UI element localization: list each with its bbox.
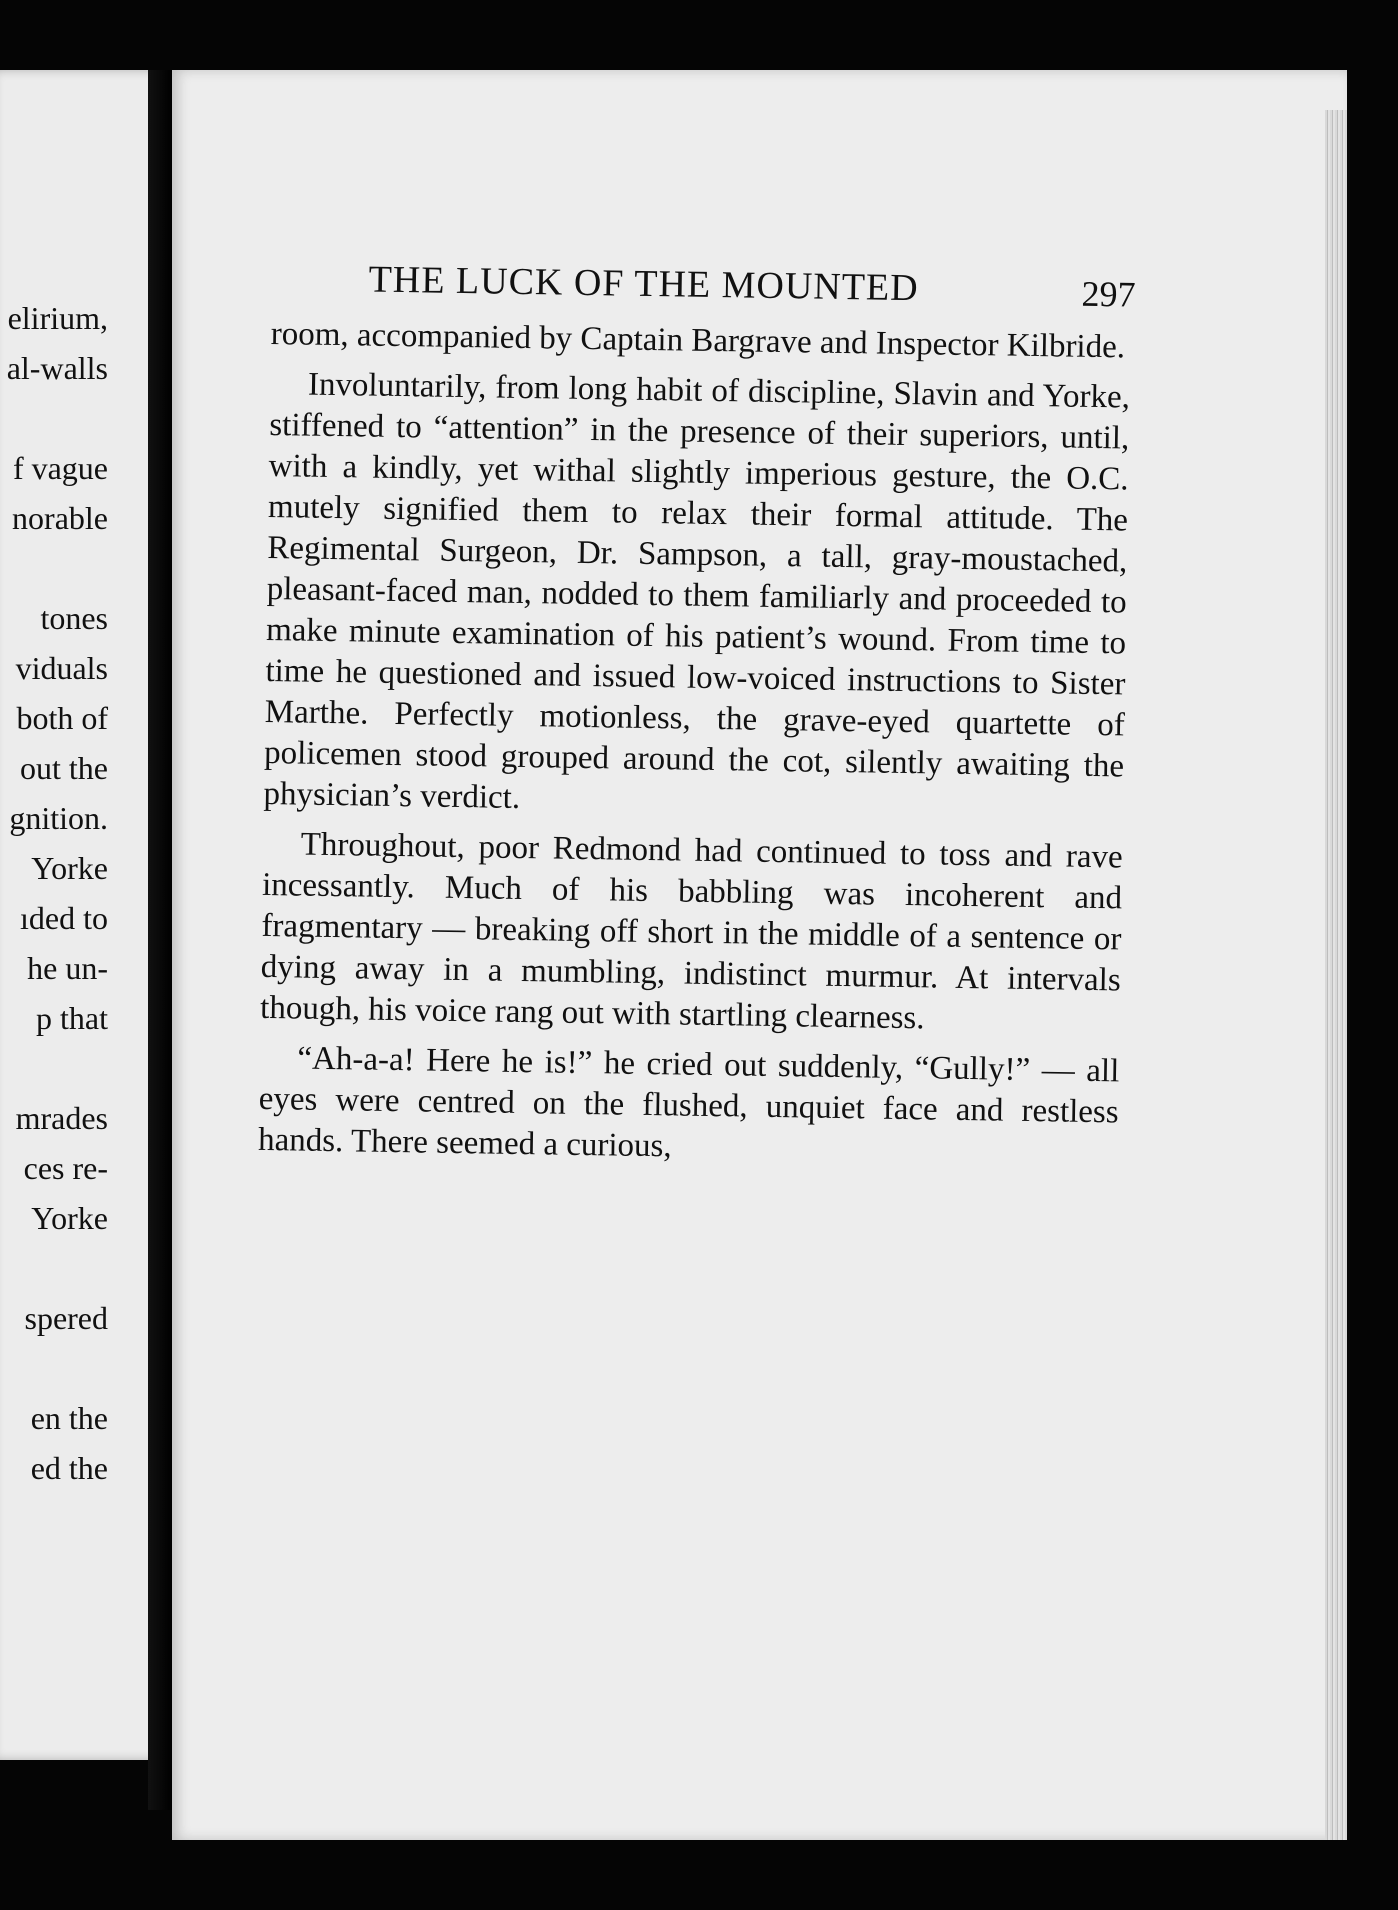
left-page-text-fragment: both of	[16, 700, 108, 736]
left-page-text-fragment: mrades	[15, 1100, 108, 1136]
page-number: 297	[1081, 273, 1136, 315]
left-page-text-fragment: viduals	[15, 650, 108, 686]
paragraph: Involuntarily, from long habit of discipline, Slavin and Yorke, stiffened to “attention” in the presence of their superiors, until, with a kindly, yet withal slightly imperious gesture, the O.C. mutely signified them to relax their formal attitude. The Regimental Surgeon, Dr. Sampson, a tall, gray-moustached, pleasant-faced man, nodded to them familiarly and proceeded to make minute examination of his patient’s wound. From time to time he questioned and issued low-voiced instructions to Sister Marthe. Perfectly motionless, the grave-eyed quartette of policemen stood grouped around the cot, silently awaiting the physician’s verdict.	[263, 366, 1131, 816]
left-page-text-fragment: ed the	[30, 1450, 108, 1486]
paragraph: Throughout, poor Redmond had continued to toss and rave incessantly. Much of his babbling was incoherent and fragmentary — breaking off short in the middle of a sentence or dying away in a mumbling, indistinct murmur. At intervals though, his voice rang out with startling clearness.	[259, 826, 1123, 1037]
running-title: THE LUCK OF THE MOUNTED	[368, 258, 919, 310]
left-page-text-fragment: gnition.	[9, 800, 108, 836]
left-page-text-fragment: Yorke	[31, 1200, 108, 1236]
left-page-text-fragment: norable	[12, 500, 108, 536]
page-content	[257, 256, 1136, 1174]
left-page-text-fragment: elirium,	[7, 300, 108, 336]
left-page-text-fragment: en the	[30, 1400, 108, 1436]
left-page-text-fragment: al-walls	[6, 350, 108, 386]
running-head	[271, 256, 1136, 322]
left-page-text-fragment: spered	[24, 1300, 108, 1336]
paragraph: room, accompanied by Captain Bargrave and Inspector Kilbride.	[270, 315, 1126, 366]
left-page-text-fragment: he un-	[27, 950, 108, 986]
left-page-text-fragment: Yorke	[31, 850, 108, 886]
left-page-text-fragment: ces re-	[23, 1150, 108, 1186]
page-block-edge	[1325, 110, 1347, 1840]
right-page	[172, 70, 1347, 1840]
left-page-text-fragment: f vague	[12, 450, 108, 486]
paragraph: “Ah-a-a! Here he is!” he cried out suddenly, “Gully!” — all eyes were centred on the flushed, unquiet face and restless hands. There seemed a curious,	[257, 1040, 1120, 1165]
left-page-text-fragment: p that	[36, 1000, 108, 1036]
left-page-text-fragment: out the	[20, 750, 108, 786]
left-page-text-fragment: tones	[40, 600, 108, 636]
left-page-text-fragment: ıded to	[20, 900, 108, 936]
